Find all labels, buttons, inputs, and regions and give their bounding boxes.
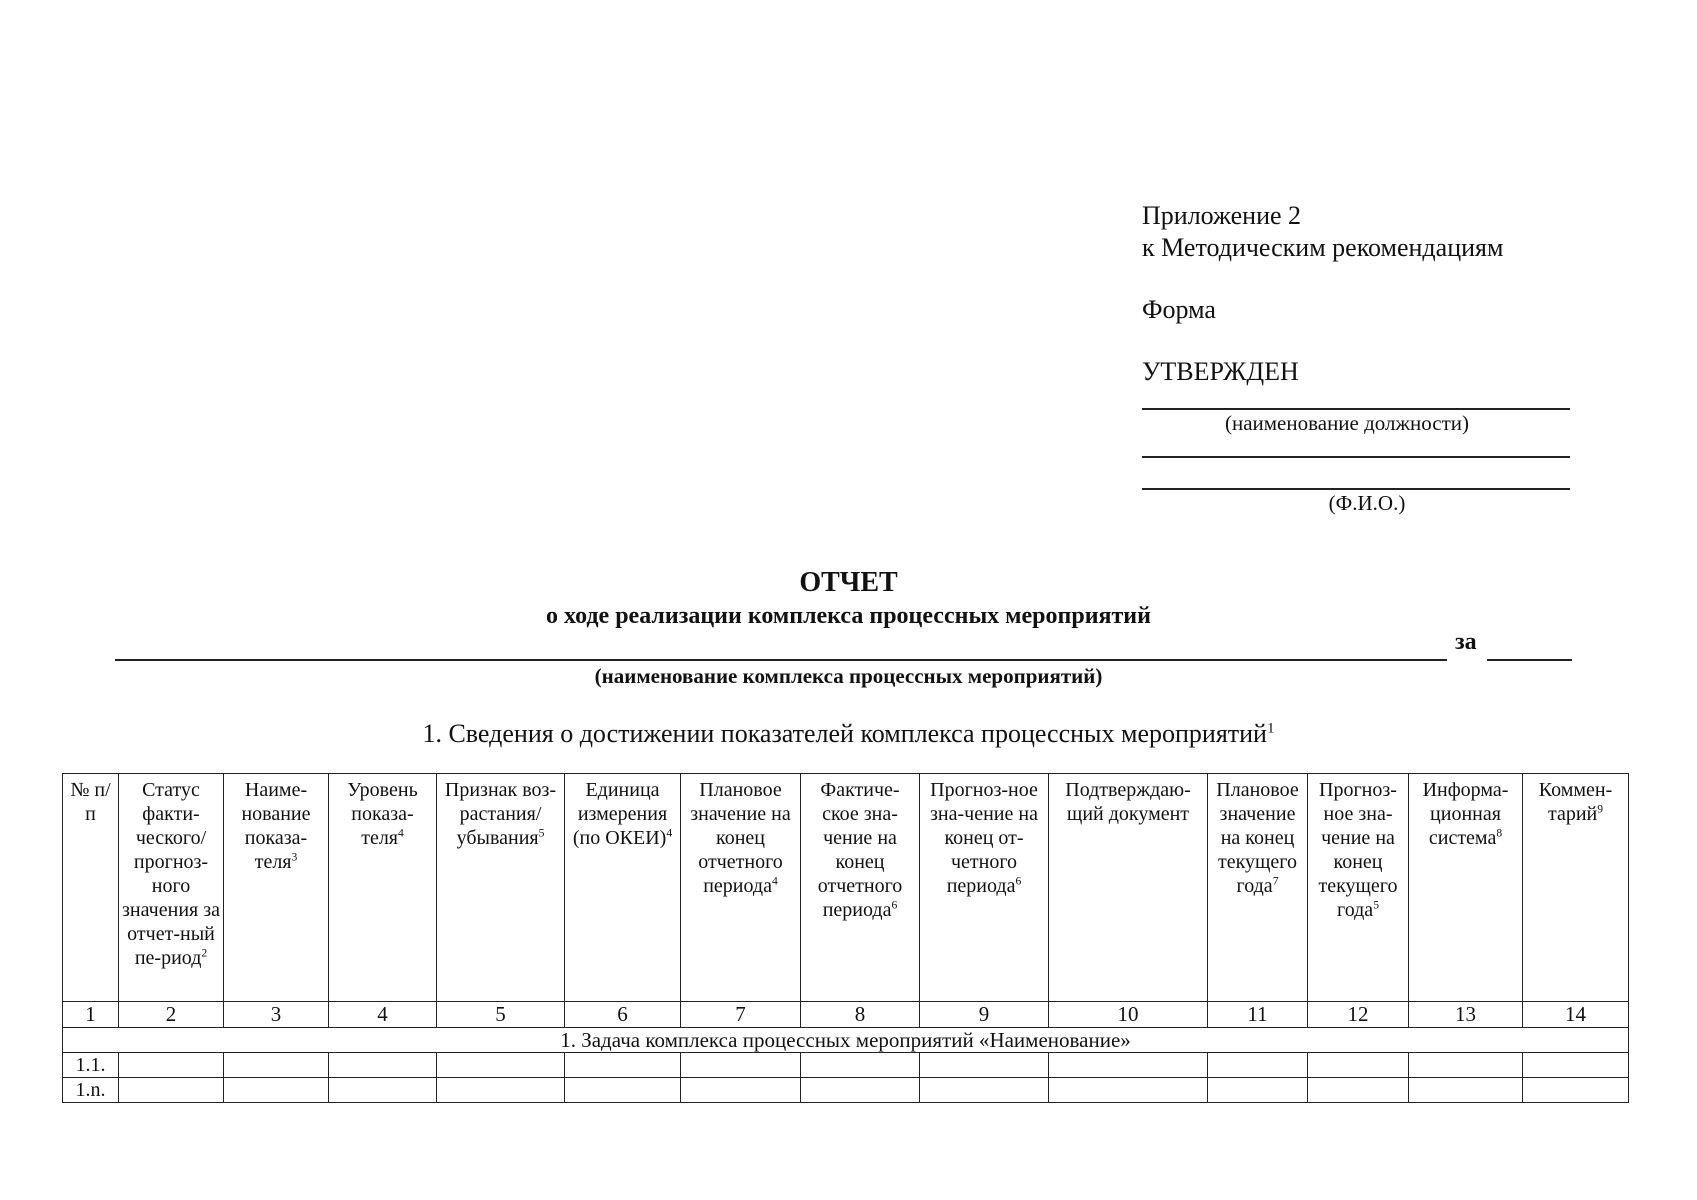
report-subtitle: о ходе реализации комплекса процессных мероприятий [546, 603, 1151, 629]
empty-entry-cell[interactable] [119, 1053, 224, 1078]
header-footnote: 8 [1496, 826, 1503, 840]
report-title-block [0, 566, 1697, 632]
header-footnote: 6 [1015, 874, 1022, 888]
header-cell-1 [63, 774, 119, 1002]
empty-entry-cell[interactable] [437, 1053, 565, 1078]
header-cell-13 [1409, 774, 1523, 1002]
complex-name-line[interactable] [115, 659, 1447, 661]
section-title-footnote: 1 [1266, 720, 1275, 737]
header-cell-2 [119, 774, 224, 1002]
column-number-cell: 9 [920, 1002, 1049, 1028]
column-number-cell: 12 [1308, 1002, 1409, 1028]
header-label: Коммен-тарий [1538, 779, 1613, 825]
column-number-cell: 6 [565, 1002, 681, 1028]
header-label: № п/п [70, 779, 111, 825]
header-cell-11 [1208, 774, 1308, 1002]
empty-entry-cell[interactable] [224, 1078, 329, 1103]
header-cell-8 [801, 774, 920, 1002]
header-footnote: 4 [666, 826, 673, 840]
column-number-cell: 4 [329, 1002, 437, 1028]
header-label: Единица измерения (по ОКЕИ) [572, 779, 668, 849]
empty-entry-cell[interactable] [920, 1053, 1049, 1078]
empty-entry-cell[interactable] [681, 1053, 801, 1078]
report-title: ОТЧЕТ [799, 567, 898, 598]
empty-entry-cell[interactable] [1208, 1053, 1308, 1078]
form-label: Форма [1142, 295, 1216, 324]
column-number-row [63, 1002, 1629, 1028]
header-footnote: 3 [291, 850, 298, 864]
header-footnote: 7 [1272, 874, 1279, 888]
header-cell-6 [565, 774, 681, 1002]
empty-entry-cell[interactable] [1308, 1053, 1409, 1078]
empty-entry-cell[interactable] [1409, 1078, 1523, 1103]
header-cell-3 [224, 774, 329, 1002]
header-label: Подтверждаю-щий документ [1065, 779, 1191, 825]
header-label: Прогноз-ное зна-чение на конец текущего года [1318, 779, 1398, 921]
column-number-cell: 7 [681, 1002, 801, 1028]
header-label: Статус факти-ческого/ прогноз-ного значения за отчет-ный пе-риод [122, 779, 220, 969]
empty-entry-cell[interactable] [1049, 1078, 1208, 1103]
column-number-cell: 5 [437, 1002, 565, 1028]
header-footnote: 2 [201, 946, 208, 960]
header-cell-4 [329, 774, 437, 1002]
complex-name-caption: (наименование комплекса процессных мероприятий) [594, 664, 1103, 688]
column-number-cell: 3 [224, 1002, 329, 1028]
header-footnote: 9 [1597, 802, 1604, 816]
header-footnote: 5 [538, 826, 545, 840]
header-cell-12 [1308, 774, 1409, 1002]
header-label: Фактиче-ское зна-чение на конец отчетного периода [817, 779, 903, 921]
approval-block [1142, 200, 1572, 516]
empty-entry-cell[interactable] [565, 1078, 681, 1103]
empty-entry-cell[interactable] [681, 1078, 801, 1103]
empty-entry-cell[interactable] [329, 1053, 437, 1078]
header-label: Информа-ционная система [1422, 779, 1509, 849]
header-cell-9 [920, 774, 1049, 1002]
empty-entry-cell[interactable] [1208, 1078, 1308, 1103]
recommendations-label: к Методическим рекомендациям [1142, 233, 1504, 262]
header-footnote: 5 [1373, 898, 1379, 912]
header-footnote: 6 [891, 898, 898, 912]
row-number-cell: 1.n. [63, 1078, 119, 1103]
header-cell-10 [1049, 774, 1208, 1002]
empty-entry-cell[interactable] [920, 1078, 1049, 1103]
section-title [0, 718, 1697, 750]
column-number-cell: 2 [119, 1002, 224, 1028]
table-row [63, 1078, 1629, 1103]
column-number-cell: 10 [1049, 1002, 1208, 1028]
empty-entry-cell[interactable] [565, 1053, 681, 1078]
column-number-cell: 8 [801, 1002, 920, 1028]
indicators-table [62, 773, 1629, 1103]
header-footnote: 4 [771, 874, 778, 888]
empty-entry-cell[interactable] [1523, 1078, 1629, 1103]
column-number-cell: 14 [1523, 1002, 1629, 1028]
row-number-cell: 1.1. [63, 1053, 119, 1078]
header-footnote: 4 [398, 826, 404, 840]
section-title-text: 1. Сведения о достижении показателей комплекса процессных мероприятий [422, 719, 1267, 748]
header-cell-5 [437, 774, 565, 1002]
header-label: Признак воз-растания/ убывания [444, 779, 557, 849]
header-cell-14 [1523, 774, 1629, 1002]
appendix-label: Приложение 2 [1142, 201, 1302, 230]
empty-entry-cell[interactable] [119, 1078, 224, 1103]
period-label: за [1455, 629, 1477, 655]
position-caption: (наименование должности) [1224, 411, 1470, 435]
header-label: Прогноз-ное зна-чение на конец от-четного периода [930, 779, 1038, 897]
column-number-cell: 13 [1409, 1002, 1523, 1028]
approved-label: УТВЕРЖДЕН [1142, 357, 1299, 386]
table-row [63, 1053, 1629, 1078]
table-header-row [63, 774, 1629, 1002]
header-cell-7 [681, 774, 801, 1002]
header-label: Наиме-нование показа-теля [241, 779, 311, 873]
period-line[interactable] [1487, 659, 1572, 661]
empty-entry-cell[interactable] [1308, 1078, 1409, 1103]
empty-entry-cell[interactable] [329, 1078, 437, 1103]
empty-entry-cell[interactable] [1409, 1053, 1523, 1078]
empty-entry-cell[interactable] [437, 1078, 565, 1103]
empty-entry-cell[interactable] [1523, 1053, 1629, 1078]
task-row [63, 1028, 1629, 1053]
header-label: Плановое значение на конец текущего года [1216, 779, 1299, 897]
empty-entry-cell[interactable] [1049, 1053, 1208, 1078]
fio-caption: (Ф.И.О.) [1328, 491, 1406, 515]
empty-entry-cell[interactable] [801, 1053, 920, 1078]
task-cell: 1. Задача комплекса процессных мероприятий «Наименование» [63, 1028, 1629, 1053]
empty-entry-cell[interactable] [224, 1053, 329, 1078]
column-number-cell: 11 [1208, 1002, 1308, 1028]
header-label: Уровень показа-теля [347, 779, 418, 849]
column-number-cell: 1 [63, 1002, 119, 1028]
header-label: Плановое значение на конец отчетного периода [690, 779, 791, 897]
empty-entry-cell[interactable] [801, 1078, 920, 1103]
